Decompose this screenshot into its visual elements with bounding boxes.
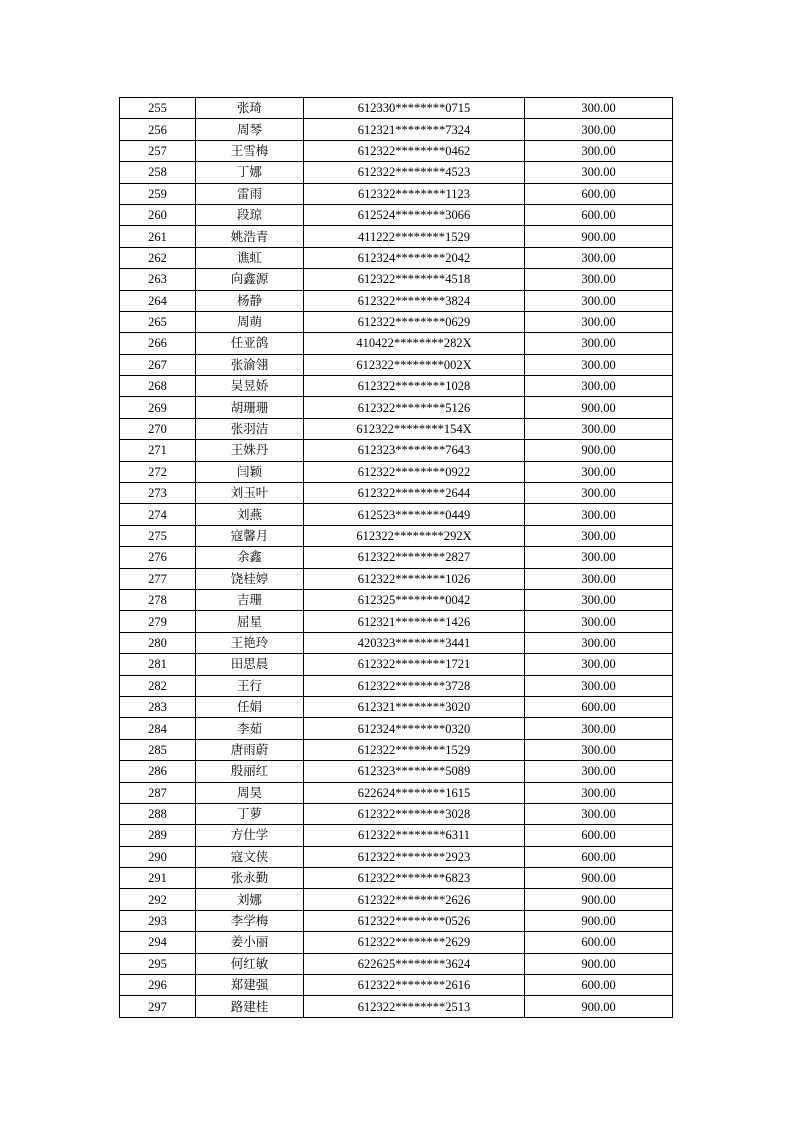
amount: 600.00 [525,932,673,953]
id-number: 612322********1028 [304,376,525,397]
table-row [120,632,673,653]
id-number: 612523********0449 [304,504,525,525]
table-row [120,483,673,504]
person-name: 殷丽红 [196,761,304,782]
id-number: 612323********5089 [304,761,525,782]
row-number: 256 [120,119,196,140]
id-number: 612322********6311 [304,825,525,846]
id-number: 410422********282X [304,333,525,354]
id-number: 612322********1721 [304,654,525,675]
id-number: 612322********002X [304,354,525,375]
person-name: 寇文侠 [196,846,304,867]
person-name: 雷雨 [196,183,304,204]
amount: 300.00 [525,739,673,760]
row-number: 262 [120,247,196,268]
id-number: 612322********1123 [304,183,525,204]
id-number: 612322********4518 [304,269,525,290]
table-row [120,568,673,589]
row-number: 271 [120,440,196,461]
row-number: 293 [120,910,196,931]
amount: 600.00 [525,975,673,996]
row-number: 292 [120,889,196,910]
row-number: 274 [120,504,196,525]
roster-table [119,97,673,1018]
person-name: 王行 [196,675,304,696]
row-number: 278 [120,589,196,610]
id-number: 612325********0042 [304,589,525,610]
row-number: 258 [120,162,196,183]
roster-table-body [120,98,673,1018]
id-number: 612322********2626 [304,889,525,910]
id-number: 612322********2513 [304,996,525,1017]
person-name: 路建桂 [196,996,304,1017]
row-number: 296 [120,975,196,996]
person-name: 吉珊 [196,589,304,610]
person-name: 郑建强 [196,975,304,996]
table-row [120,461,673,482]
row-number: 272 [120,461,196,482]
table-row [120,98,673,119]
row-number: 270 [120,418,196,439]
table-row [120,269,673,290]
table-row [120,739,673,760]
id-number: 612322********4523 [304,162,525,183]
table-row [120,611,673,632]
amount: 300.00 [525,589,673,610]
amount: 300.00 [525,376,673,397]
row-number: 294 [120,932,196,953]
row-number: 273 [120,483,196,504]
row-number: 297 [120,996,196,1017]
person-name: 李学梅 [196,910,304,931]
table-row [120,440,673,461]
amount: 900.00 [525,889,673,910]
amount: 600.00 [525,846,673,867]
id-number: 612322********3728 [304,675,525,696]
person-name: 任亚鸽 [196,333,304,354]
person-name: 丁萝 [196,803,304,824]
amount: 300.00 [525,718,673,739]
person-name: 饶桂婷 [196,568,304,589]
amount: 300.00 [525,547,673,568]
amount: 300.00 [525,654,673,675]
amount: 900.00 [525,996,673,1017]
amount: 300.00 [525,333,673,354]
row-number: 265 [120,311,196,332]
person-name: 唐雨蔚 [196,739,304,760]
row-number: 266 [120,333,196,354]
person-name: 张渝翎 [196,354,304,375]
id-number: 420323********3441 [304,632,525,653]
row-number: 283 [120,696,196,717]
person-name: 王姝丹 [196,440,304,461]
amount: 300.00 [525,418,673,439]
id-number: 612322********2616 [304,975,525,996]
id-number: 612322********2827 [304,547,525,568]
table-row [120,910,673,931]
table-row [120,311,673,332]
row-number: 279 [120,611,196,632]
row-number: 267 [120,354,196,375]
amount: 300.00 [525,611,673,632]
row-number: 255 [120,98,196,119]
person-name: 段琼 [196,204,304,225]
amount: 900.00 [525,953,673,974]
table-row [120,525,673,546]
amount: 300.00 [525,761,673,782]
table-row [120,547,673,568]
row-number: 287 [120,782,196,803]
amount: 300.00 [525,162,673,183]
id-number: 612322********0462 [304,140,525,161]
table-row [120,140,673,161]
amount: 300.00 [525,525,673,546]
table-row [120,183,673,204]
id-number: 612322********0526 [304,910,525,931]
table-row [120,932,673,953]
row-number: 277 [120,568,196,589]
amount: 300.00 [525,483,673,504]
table-row [120,696,673,717]
id-number: 612322********6823 [304,868,525,889]
row-number: 263 [120,269,196,290]
row-number: 281 [120,654,196,675]
table-row [120,996,673,1017]
table-row [120,290,673,311]
id-number: 612321********7324 [304,119,525,140]
row-number: 257 [120,140,196,161]
amount: 600.00 [525,204,673,225]
table-row [120,589,673,610]
id-number: 612322********1529 [304,739,525,760]
person-name: 周琴 [196,119,304,140]
person-name: 周萌 [196,311,304,332]
row-number: 260 [120,204,196,225]
id-number: 612322********292X [304,525,525,546]
amount: 900.00 [525,440,673,461]
row-number: 261 [120,226,196,247]
id-number: 612321********1426 [304,611,525,632]
row-number: 286 [120,761,196,782]
person-name: 闫颖 [196,461,304,482]
amount: 300.00 [525,354,673,375]
id-number: 411222********1529 [304,226,525,247]
amount: 300.00 [525,269,673,290]
amount: 900.00 [525,910,673,931]
person-name: 何红敏 [196,953,304,974]
person-name: 谯虹 [196,247,304,268]
table-row [120,119,673,140]
id-number: 612330********0715 [304,98,525,119]
row-number: 295 [120,953,196,974]
amount: 300.00 [525,119,673,140]
amount: 600.00 [525,825,673,846]
table-row [120,247,673,268]
id-number: 612322********3028 [304,803,525,824]
id-number: 612322********154X [304,418,525,439]
table-row [120,975,673,996]
person-name: 田思晨 [196,654,304,675]
table-row [120,504,673,525]
table-row [120,354,673,375]
id-number: 612322********2629 [304,932,525,953]
amount: 300.00 [525,568,673,589]
person-name: 张羽洁 [196,418,304,439]
row-number: 276 [120,547,196,568]
amount: 900.00 [525,868,673,889]
table-row [120,846,673,867]
amount: 300.00 [525,504,673,525]
table-row [120,718,673,739]
row-number: 282 [120,675,196,696]
person-name: 刘燕 [196,504,304,525]
id-number: 612323********7643 [304,440,525,461]
row-number: 289 [120,825,196,846]
id-number: 612322********2923 [304,846,525,867]
table-row [120,397,673,418]
table-row [120,226,673,247]
table-row [120,333,673,354]
amount: 600.00 [525,183,673,204]
amount: 300.00 [525,290,673,311]
id-number: 612324********2042 [304,247,525,268]
amount: 300.00 [525,140,673,161]
amount: 900.00 [525,226,673,247]
row-number: 291 [120,868,196,889]
person-name: 胡珊珊 [196,397,304,418]
amount: 600.00 [525,696,673,717]
table-row [120,761,673,782]
table-row [120,654,673,675]
person-name: 王艳玲 [196,632,304,653]
table-row [120,162,673,183]
table-row [120,376,673,397]
table-row [120,803,673,824]
table-row [120,418,673,439]
amount: 300.00 [525,98,673,119]
person-name: 丁娜 [196,162,304,183]
table-row [120,953,673,974]
person-name: 张永勤 [196,868,304,889]
person-name: 刘娜 [196,889,304,910]
row-number: 268 [120,376,196,397]
row-number: 290 [120,846,196,867]
row-number: 285 [120,739,196,760]
amount: 300.00 [525,247,673,268]
person-name: 向鑫源 [196,269,304,290]
person-name: 刘玉叶 [196,483,304,504]
row-number: 264 [120,290,196,311]
id-number: 612321********3020 [304,696,525,717]
amount: 300.00 [525,803,673,824]
amount: 300.00 [525,782,673,803]
person-name: 方仕学 [196,825,304,846]
amount: 300.00 [525,632,673,653]
id-number: 622624********1615 [304,782,525,803]
amount: 300.00 [525,461,673,482]
id-number: 612324********0320 [304,718,525,739]
person-name: 任娟 [196,696,304,717]
row-number: 280 [120,632,196,653]
id-number: 612322********2644 [304,483,525,504]
id-number: 622625********3624 [304,953,525,974]
id-number: 612524********3066 [304,204,525,225]
table-row [120,782,673,803]
person-name: 杨静 [196,290,304,311]
person-name: 王雪梅 [196,140,304,161]
amount: 900.00 [525,397,673,418]
person-name: 吴昱娇 [196,376,304,397]
person-name: 周昊 [196,782,304,803]
table-row [120,675,673,696]
person-name: 余鑫 [196,547,304,568]
person-name: 姚浩青 [196,226,304,247]
table-row [120,889,673,910]
amount: 300.00 [525,675,673,696]
person-name: 屈星 [196,611,304,632]
row-number: 288 [120,803,196,824]
id-number: 612322********5126 [304,397,525,418]
person-name: 寇馨月 [196,525,304,546]
row-number: 259 [120,183,196,204]
row-number: 275 [120,525,196,546]
id-number: 612322********1026 [304,568,525,589]
row-number: 284 [120,718,196,739]
person-name: 张琦 [196,98,304,119]
person-name: 姜小丽 [196,932,304,953]
person-name: 李茹 [196,718,304,739]
table-row [120,204,673,225]
row-number: 269 [120,397,196,418]
id-number: 612322********3824 [304,290,525,311]
table-row [120,825,673,846]
table-row [120,868,673,889]
id-number: 612322********0922 [304,461,525,482]
amount: 300.00 [525,311,673,332]
id-number: 612322********0629 [304,311,525,332]
